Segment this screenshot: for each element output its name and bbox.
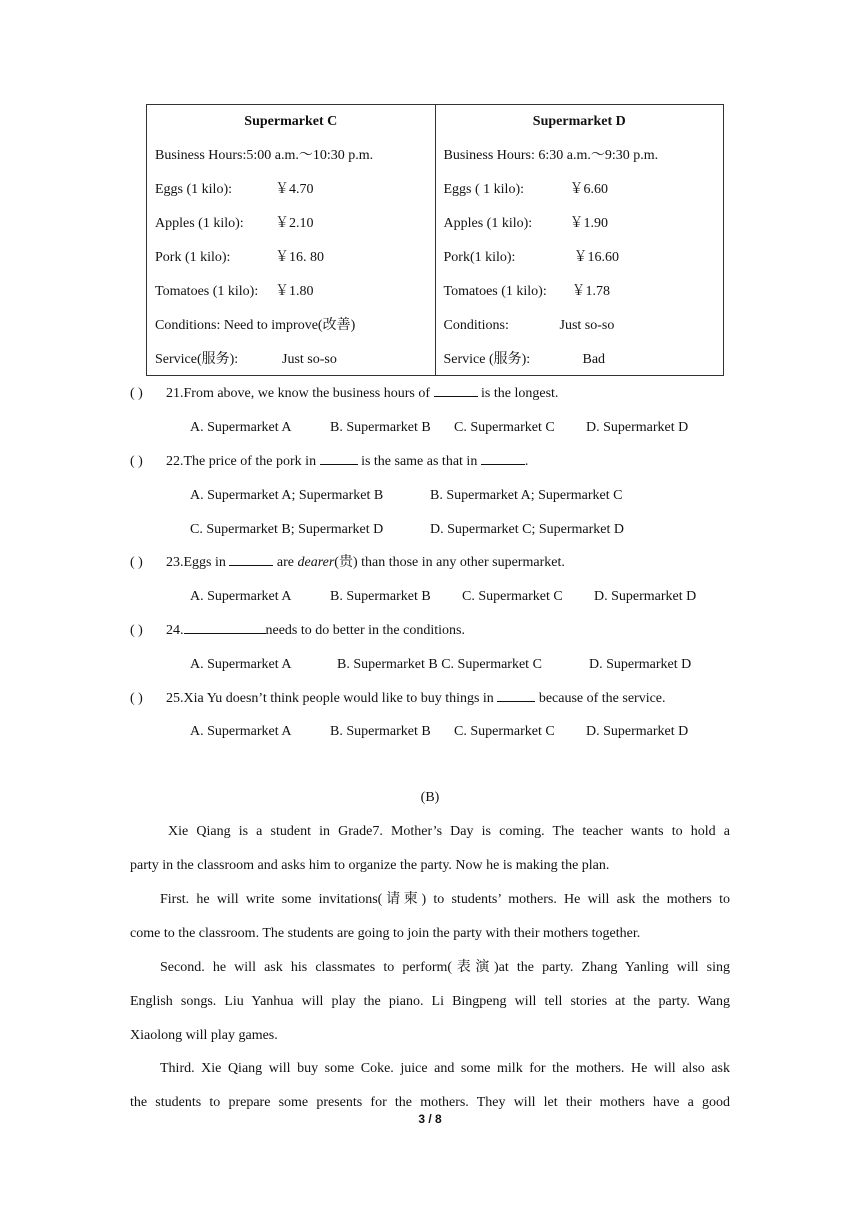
fill-blank[interactable] xyxy=(320,452,358,465)
answer-paren[interactable]: ( ) xyxy=(130,691,143,706)
q25-option-b[interactable]: B. Supermarket B xyxy=(330,724,431,739)
q21-option-c[interactable]: C. Supermarket C xyxy=(454,420,555,435)
question-25: ( ) 25.Xia Yu doesn’t think people would like to buy things in because of the service. xyxy=(130,689,666,709)
table-row: Service(服务): Just so-so xyxy=(155,352,337,367)
passage-paragraph-4: Third. Xie Qiang will buy some Coke. juice and some milk for the mothers. He will also ask the students to prepare some presents for the mothers. They will let their mothers have a good xyxy=(130,1061,730,1110)
fill-blank[interactable] xyxy=(184,621,266,634)
table-row: Business Hours:5:00 a.m.～10:30 p.m. xyxy=(155,148,374,163)
table-row: Apples (1 kilo): ￥2.10 xyxy=(155,216,314,231)
table-row: Service (服务): Bad xyxy=(443,352,606,367)
q24-option-a[interactable]: A. Supermarket A xyxy=(190,657,292,672)
fill-blank[interactable] xyxy=(481,452,525,465)
section-heading: (B) xyxy=(420,790,440,805)
q22-option-a[interactable]: A. Supermarket A; Supermarket B xyxy=(190,488,384,503)
table-row: Conditions: Need to improve(改善) xyxy=(155,318,356,333)
fill-blank[interactable] xyxy=(434,384,478,397)
question-23: ( ) 23.Eggs in are dearer(贵) than those in any other supermarket. xyxy=(130,553,565,573)
q25-option-a[interactable]: A. Supermarket A xyxy=(190,724,292,739)
table-row: Tomatoes (1 kilo): ￥1.80 xyxy=(155,284,314,299)
supermarket-c-column xyxy=(147,105,435,375)
fill-blank[interactable] xyxy=(497,689,535,702)
supermarket-table xyxy=(146,104,724,376)
answer-paren[interactable]: ( ) xyxy=(130,555,143,570)
q22-option-c[interactable]: C. Supermarket B; Supermarket D xyxy=(190,522,384,537)
q22-option-d[interactable]: D. Supermarket C; Supermarket D xyxy=(430,522,625,537)
q23-option-b[interactable]: B. Supermarket B xyxy=(330,589,431,604)
supermarket-d-column xyxy=(435,105,724,375)
q22-option-b[interactable]: B. Supermarket A; Supermarket C xyxy=(430,488,623,503)
question-24: ( ) 24. needs to do better in the conditions. xyxy=(130,621,465,641)
table-row: Tomatoes (1 kilo): ￥1.78 xyxy=(443,284,610,299)
passage-paragraph-3: Second. he will ask his classmates to perform(表演)at the party. Zhang Yanling will sing English songs. Liu Yanhua will play the piano. Li Bingpeng will tell stories at the party. Wang Xiaolong will play games. xyxy=(130,960,730,1043)
passage-paragraph-2: First. he will write some invitations(请柬) to students’ mothers. He will ask the mothers to come to the classroom. The students are going to join the party with their mothers together. xyxy=(130,892,730,941)
question-22: ( ) 22.The price of the pork in is the same as that in . xyxy=(130,452,528,472)
answer-paren[interactable]: ( ) xyxy=(130,386,143,401)
supermarket-c-title: Supermarket C xyxy=(244,114,338,129)
table-row: Conditions: Just so-so xyxy=(443,318,615,333)
answer-paren[interactable]: ( ) xyxy=(130,623,143,638)
q25-option-c[interactable]: C. Supermarket C xyxy=(454,724,555,739)
q25-option-d[interactable]: D. Supermarket D xyxy=(586,724,689,739)
q23-option-d[interactable]: D. Supermarket D xyxy=(594,589,697,604)
q21-option-a[interactable]: A. Supermarket A xyxy=(190,420,292,435)
table-row: Business Hours: 6:30 a.m.～9:30 p.m. xyxy=(443,148,659,163)
q24-option-bc[interactable]: B. Supermarket B C. Supermarket C xyxy=(337,657,542,672)
passage-paragraph-1: Xie Qiang is a student in Grade7. Mother’s Day is coming. The teacher wants to hold a party in the classroom and asks him to organize the party. Now he is making the plan. xyxy=(130,824,730,873)
q24-option-d[interactable]: D. Supermarket D xyxy=(589,657,692,672)
q23-option-a[interactable]: A. Supermarket A xyxy=(190,589,292,604)
question-21: ( ) 21.From above, we know the business hours of is the longest. xyxy=(130,384,558,404)
table-row: Pork(1 kilo): ￥16.60 xyxy=(443,250,619,265)
supermarket-d-title: Supermarket D xyxy=(532,114,626,129)
q21-option-d[interactable]: D. Supermarket D xyxy=(586,420,689,435)
page-number: 3 / 8 xyxy=(418,1112,442,1126)
q23-option-c[interactable]: C. Supermarket C xyxy=(462,589,563,604)
table-row: Pork (1 kilo): ￥16. 80 xyxy=(155,250,324,265)
table-row: Apples (1 kilo): ￥1.90 xyxy=(443,216,608,231)
table-row: Eggs (1 kilo): ￥4.70 xyxy=(155,182,314,197)
table-row: Eggs ( 1 kilo): ￥6.60 xyxy=(443,182,608,197)
fill-blank[interactable] xyxy=(229,553,273,566)
answer-paren[interactable]: ( ) xyxy=(130,454,143,469)
q21-option-b[interactable]: B. Supermarket B xyxy=(330,420,431,435)
